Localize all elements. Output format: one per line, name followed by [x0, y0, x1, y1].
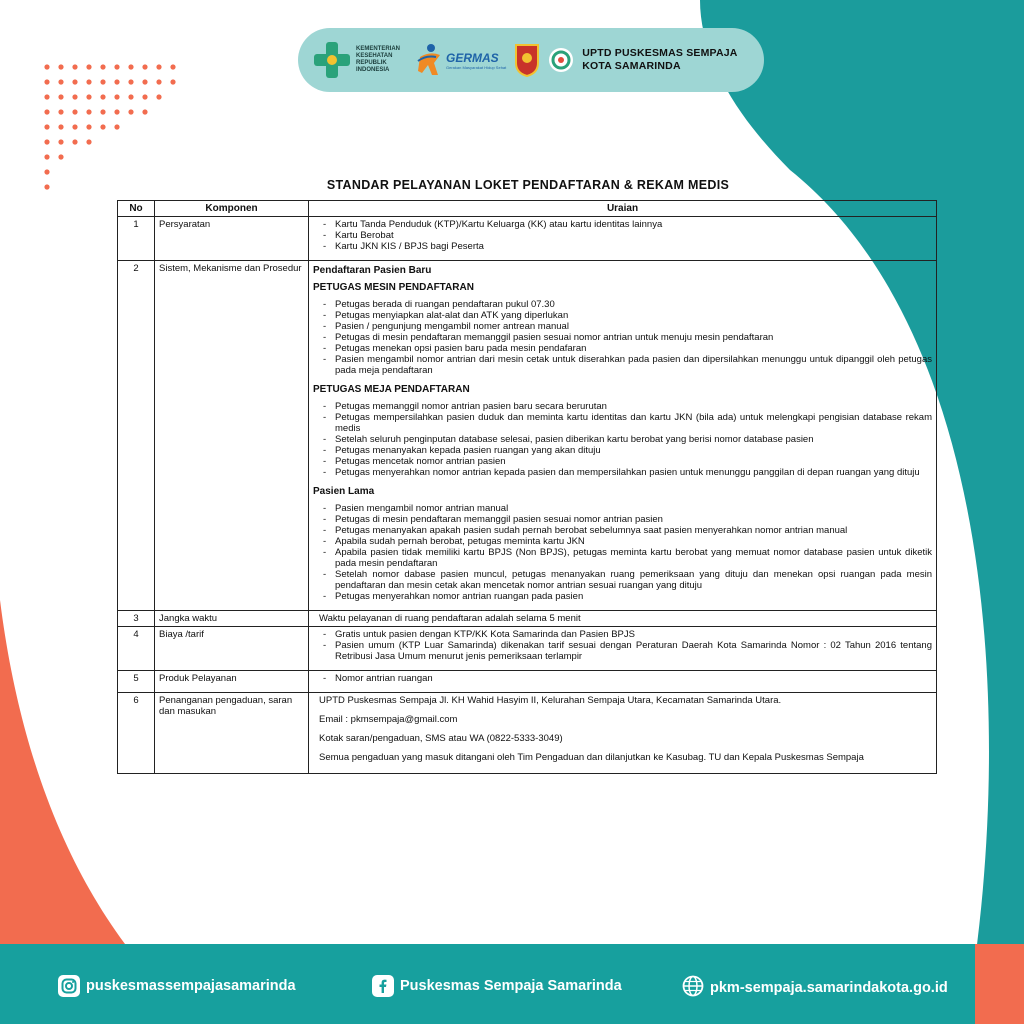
row-number: 4 — [118, 627, 155, 671]
decorative-dot — [58, 109, 63, 114]
complaint-handling: Semua pengaduan yang masuk ditangani oleh Tim Pengaduan dan dilanjutkan ke Kasubag. TU dan Kepala Puskesmas Sempaja — [319, 752, 864, 763]
decorative-dot — [128, 79, 133, 84]
decorative-dot — [44, 94, 49, 99]
list-item: - Apabila pasien tidak memiliki kartu BPJS (Non BPJS), petugas meminta kartu berobat yang memuat nomor database pasien untuk diketik pada mesin pendaftaran — [323, 547, 932, 569]
row-description — [309, 611, 937, 627]
table-row — [118, 261, 937, 611]
globe-icon — [682, 975, 704, 1001]
decorative-dot — [58, 124, 63, 129]
decorative-dot — [58, 154, 63, 159]
kemenkes-line: INDONESIA — [356, 67, 390, 73]
germas-logo — [416, 43, 506, 77]
list-item: - Petugas menanyakan apakah pasien sudah pernah berobat sebelumnya saat pasien menyerahkan nomor antrian manual — [323, 525, 932, 536]
decorative-dot — [58, 139, 63, 144]
row-component: Jangka waktu — [155, 611, 309, 627]
decorative-dot — [156, 94, 161, 99]
list-item: - Nomor antrian ruangan — [323, 673, 932, 684]
decorative-dot — [44, 169, 49, 174]
decorative-dot — [58, 64, 63, 69]
list-item: - Petugas mencetak nomor antrian pasien — [323, 456, 932, 467]
table-row — [118, 693, 937, 774]
decorative-dot — [44, 184, 49, 189]
decorative-dot — [86, 109, 91, 114]
decorative-dot — [86, 139, 91, 144]
kemenkes-icon — [312, 40, 352, 80]
section-heading: Pendaftaran Pasien Baru — [313, 265, 432, 276]
list-item: - Pasien / pengunjung mengambil nomer antrean manual — [323, 321, 932, 332]
list-item: - Petugas berada di ruangan pendaftaran pukul 07.30 — [323, 299, 932, 310]
decorative-dot — [72, 64, 77, 69]
germas-figure-icon — [416, 43, 442, 77]
service-standard-table — [117, 200, 937, 774]
decorative-dot — [72, 79, 77, 84]
section-heading: PETUGAS MESIN PENDAFTARAN — [313, 282, 474, 293]
decorative-dot — [72, 94, 77, 99]
list-item: - Petugas menyerahkan nomor antrian ruangan pada pasien — [323, 591, 932, 602]
decorative-dot — [114, 109, 119, 114]
row-description — [309, 261, 937, 611]
list-item: - Petugas di mesin pendaftaran memanggil pasien sesuai nomor antrian pasien — [323, 514, 932, 525]
germas-title: GERMAS — [446, 50, 499, 65]
decorative-dot — [58, 79, 63, 84]
row-number: 3 — [118, 611, 155, 627]
kemenkes-line: KEMENTERIAN — [356, 46, 401, 52]
row-component: Sistem, Mekanisme dan Prosedur — [155, 261, 309, 611]
decorative-dot — [142, 109, 147, 114]
row-description — [309, 627, 937, 671]
kemenkes-line: REPUBLIK — [356, 60, 387, 66]
list-item: - Pasien umum (KTP Luar Samarinda) dikenakan tarif sesuai dengan Peraturan Daerah Kota Samarinda Nomor : 02 Tahun 2016 tentang Retribusi Jasa Umum menurut jenis pemeriksaan terlampir — [323, 640, 932, 662]
list-item: - Pasien mengambil nomor antrian dari mesin cetak untuk diserahkan pada pasien dan dipersilahkan menunggu untuk dipanggil oleh petugas pada meja pendaftaran — [323, 354, 932, 376]
facebook-icon — [372, 975, 394, 997]
row-component: Penanganan pengaduan, saran dan masukan — [155, 693, 309, 774]
list-item: - Kartu Tanda Penduduk (KTP)/Kartu Keluarga (KK) atau kartu identitas lainnya — [323, 219, 932, 230]
document-title: STANDAR PELAYANAN LOKET PENDAFTARAN & REKAM MEDIS — [326, 178, 730, 192]
section-heading: Pasien Lama — [313, 486, 375, 497]
table-row — [118, 611, 937, 627]
list-item: - Petugas menyerahkan nomor antrian kepada pasien dan mempersilahkan pasien untuk menunggu panggilan di depan ruangan yang dituju — [323, 467, 932, 478]
row-number: 6 — [118, 693, 155, 774]
decorative-dot — [44, 139, 49, 144]
puskesmas-name-line1: UPTD PUSKESMAS SEMPAJA — [582, 47, 738, 59]
header-logo-bar — [298, 28, 764, 92]
decorative-dot — [44, 64, 49, 69]
table-row — [118, 671, 937, 693]
row-component: Produk Pelayanan — [155, 671, 309, 693]
decorative-dot — [86, 79, 91, 84]
list-item: - Setelah seluruh penginputan database selesai, pasien diberikan kartu berobat yang berisi nomor database pasien — [323, 434, 932, 445]
decorative-dot — [128, 109, 133, 114]
row-component: Persyaratan — [155, 217, 309, 261]
list-item: - Petugas di mesin pendaftaran memanggil pasien sesuai nomor antrian untuk menuju mesin pendaftaran — [323, 332, 932, 343]
instagram-link[interactable] — [58, 975, 296, 997]
decorative-dot — [100, 64, 105, 69]
row-text: Waktu pelayanan di ruang pendaftaran adalah selama 5 menit — [319, 613, 581, 624]
list-item: - Petugas mempersilahkan pasien duduk dan meminta kartu identitas dan kartu JKN (bila ada) untuk melengkapi pengisian database rekam medis — [323, 412, 932, 434]
table-header-row — [118, 201, 937, 217]
list-item: - Petugas menyiapkan alat-alat dan ATK yang diperlukan — [323, 310, 932, 321]
row-component: Biaya /tarif — [155, 627, 309, 671]
facebook-link[interactable] — [372, 975, 622, 997]
row-description — [309, 217, 937, 261]
decorative-dot — [114, 94, 119, 99]
list-item: - Kartu JKN KIS / BPJS bagi Peserta — [323, 241, 932, 252]
row-description — [309, 693, 937, 774]
decorative-dot — [142, 64, 147, 69]
decorative-dot — [72, 124, 77, 129]
header-komponen: Komponen — [155, 201, 309, 217]
decorative-dot — [156, 79, 161, 84]
table-row — [118, 627, 937, 671]
coral-corner-shape — [0, 600, 125, 944]
decorative-dot — [170, 64, 175, 69]
table-row — [118, 217, 937, 261]
decorative-dot — [156, 64, 161, 69]
list-item: - Setelah nomor dabase pasien muncul, petugas menanyakan ruang pemeriksaan yang dituju dan menekan opsi ruangan pada mesin pendaftaran dan mesin cetak akan mencetak nomor antrian sesuai ruangan yang dituju — [323, 569, 932, 591]
puskesmas-name-line2: KOTA SAMARINDA — [582, 60, 681, 72]
list-item: - Petugas menekan opsi pasien baru pada mesin pendafaran — [323, 343, 932, 354]
decorative-dot — [114, 64, 119, 69]
list-item: - Gratis untuk pasien dengan KTP/KK Kota Samarinda dan Pasien BPJS — [323, 629, 932, 640]
decorative-dot — [100, 109, 105, 114]
section-heading: PETUGAS MEJA PENDAFTARAN — [313, 384, 470, 395]
puskesmas-name — [582, 47, 737, 73]
row-number: 2 — [118, 261, 155, 611]
samarinda-crest-icon — [514, 43, 540, 77]
kemenkes-text — [356, 46, 408, 74]
instagram-handle: puskesmassempajasamarinda — [86, 978, 296, 994]
list-item: - Pasien mengambil nomor antrian manual — [323, 503, 932, 514]
puskesmas-logo-icon — [548, 47, 574, 73]
list-item: - Petugas memanggil nomor antrian pasien baru secara berurutan — [323, 401, 932, 412]
kemenkes-line: KESEHATAN — [356, 53, 393, 59]
header-no: No — [118, 201, 155, 217]
decorative-dot — [72, 139, 77, 144]
row-description — [309, 671, 937, 693]
list-item: - Petugas menanyakan kepada pasien ruangan yang akan dituju — [323, 445, 932, 456]
complaint-email: Email : pkmsempaja@gmail.com — [319, 714, 458, 725]
decorative-dot — [128, 64, 133, 69]
header-uraian: Uraian — [309, 201, 937, 217]
decorative-dot — [100, 79, 105, 84]
row-number: 1 — [118, 217, 155, 261]
decorative-dot — [86, 124, 91, 129]
facebook-page-name: Puskesmas Sempaja Samarinda — [400, 978, 622, 994]
decorative-dot — [114, 79, 119, 84]
list-item: - Apabila sudah pernah berobat, petugas meminta kartu JKN — [323, 536, 932, 547]
footer-coral-strip — [975, 944, 1024, 1024]
decorative-dot — [58, 94, 63, 99]
complaint-address: UPTD Puskesmas Sempaja Jl. KH Wahid Hasyim II, Kelurahan Sempaja Utara, Kecamatan Samarinda Utara. — [319, 695, 782, 706]
website-link[interactable] — [682, 975, 948, 1001]
kemenkes-logo — [312, 40, 408, 80]
decorative-dot — [44, 124, 49, 129]
decorative-dot — [44, 79, 49, 84]
decorative-dot — [142, 94, 147, 99]
decorative-dot — [100, 124, 105, 129]
complaint-contact: Kotak saran/pengaduan, SMS atau WA (0822-5333-3049) — [319, 733, 563, 744]
decorative-dot — [114, 124, 119, 129]
list-item: - Kartu Berobat — [323, 230, 932, 241]
row-number: 5 — [118, 671, 155, 693]
decorative-dot — [44, 154, 49, 159]
decorative-dot — [86, 94, 91, 99]
decorative-dot — [72, 109, 77, 114]
decorative-dot — [86, 64, 91, 69]
website-url: pkm-sempaja.samarindakota.go.id — [710, 980, 948, 996]
germas-subtitle: Gerakan Masyarakat Hidup Sehat — [446, 64, 507, 70]
decorative-dot — [100, 94, 105, 99]
instagram-icon — [58, 975, 80, 997]
decorative-dot — [44, 109, 49, 114]
decorative-dot — [128, 94, 133, 99]
decorative-dot — [142, 79, 147, 84]
decorative-dot — [170, 79, 175, 84]
